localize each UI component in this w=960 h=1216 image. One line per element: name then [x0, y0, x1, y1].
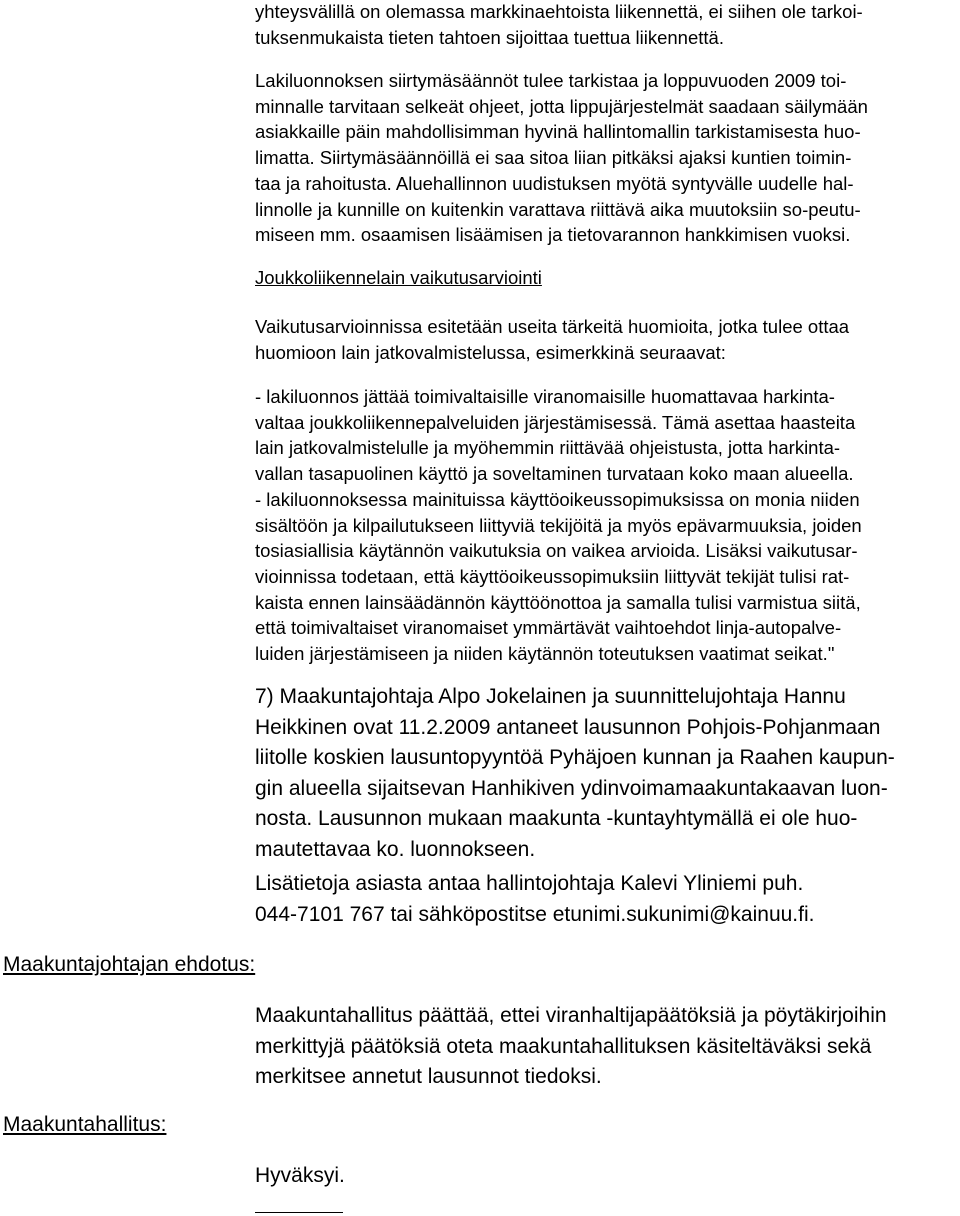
- text-line: tosiasiallisia käytännön vaikutuksia on vaikea arvioida. Lisäksi vaikutusar-: [255, 540, 858, 562]
- assessment-bullets: [255, 384, 955, 667]
- proposal-label: Maakuntajohtajan ehdotus:: [3, 953, 256, 976]
- item-7-paragraph: [255, 682, 955, 865]
- signature-line: [255, 1212, 343, 1213]
- contact-paragraph: [255, 869, 955, 930]
- text-line: että toimivaltaiset viranomaiset ymmärtävät vaihtoehdot linja-autopalve-: [255, 617, 842, 639]
- text-line: minnalle tarvitaan selkeät ohjeet, jotta lippujärjestelmät saadaan säilymään: [255, 95, 868, 117]
- text-line: 7) Maakuntajohtaja Alpo Jokelainen ja suunnittelujohtaja Hannu: [255, 685, 846, 708]
- decision-text: Hyväksyi.: [255, 1164, 345, 1187]
- text-line: Heikkinen ovat 11.2.2009 antaneet lausunnon Pohjois-Pohjanmaan: [255, 715, 881, 739]
- text-line: liitolle koskien lausuntopyyntöä Pyhäjoen kunnan ja Raahen kaupun-: [255, 746, 895, 769]
- text-line: luiden järjestämiseen ja niiden käytännön toteutuksen vaatimat seikat.": [255, 643, 835, 665]
- text-line: Maakuntahallitus päättää, ettei viranhaltijapäätöksiä ja pöytäkirjoihin: [255, 1004, 887, 1027]
- text-line: Lisätietoja asiasta antaa hallintojohtaja Kalevi Yliniemi puh.: [255, 872, 804, 895]
- text-line: vioinnissa todetaan, että käyttöoikeussopimuksiin liittyvät tekijät tulisi rat-: [255, 565, 850, 587]
- text-line: Vaikutusarvioinnissa esitetään useita tärkeitä huomioita, jotka tulee ottaa: [255, 316, 850, 337]
- text-line: gin alueella sijaitsevan Hanhikiven ydinvoimamaakuntakaavan luon-: [255, 776, 888, 800]
- text-line: lain jatkovalmistelulle ja myöhemmin riittävää ohjeistusta, jotta harkinta-: [255, 437, 841, 459]
- text-line: - lakiluonnos jättää toimivaltaisille viranomaisille huomattavaa harkinta-: [255, 386, 835, 407]
- board-label: Maakuntahallitus:: [3, 1113, 167, 1136]
- text-line: vallan tasapuolinen käyttö ja soveltaminen turvataan koko maan alueella.: [255, 463, 854, 485]
- text-line: Lakiluonnoksen siirtymäsäännöt tulee tarkistaa ja loppuvuoden 2009 toi-: [255, 70, 847, 91]
- assessment-intro-paragraph: [255, 314, 955, 365]
- text-line: kaista ennen lainsäädännön käyttöönottoa ja samalla tulisi varmistua siitä,: [255, 591, 861, 613]
- text-line: miseen mm. osaamisen lisäämisen ja tietovarannon hankkimisen vuoksi.: [255, 224, 851, 246]
- text-line: limatta. Siirtymäsäännöillä ei saa sitoa liian pitkäksi ajaksi kuntien toimin-: [255, 147, 852, 169]
- text-line: 044-7101 767 tai sähköpostitse etunimi.sukunimi@kainuu.fi.: [255, 902, 815, 926]
- text-line: asiakkaille päin mahdollisimman hyvinä hallintomallin tarkistamisesta huo-: [255, 121, 861, 143]
- text-line: mautettavaa ko. luonnokseen.: [255, 837, 536, 861]
- text-line: merkittyjä päätöksiä oteta maakuntahallituksen käsiteltäväksi sekä: [255, 1034, 872, 1058]
- text-line: merkitsee annetut lausunnot tiedoksi.: [255, 1065, 602, 1088]
- text-line: taa ja rahoitusta. Aluehallinnon uudistuksen myötä syntyvälle uudelle hal-: [255, 172, 854, 194]
- proposal-paragraph: [255, 1001, 955, 1093]
- text-line: - lakiluonnoksessa mainituissa käyttöoikeussopimuksissa on monia niiden: [255, 488, 860, 510]
- section-heading: Joukkoliikennelain vaikutusarviointi: [255, 267, 542, 288]
- transition-rules-paragraph: [255, 68, 955, 248]
- text-line: tuksenmukaista tieten tahtoen sijoittaa tuettua liikennettä.: [255, 26, 724, 48]
- text-line: nosta. Lausunnon mukaan maakunta -kuntayhtymällä ei ole huo-: [255, 807, 858, 830]
- text-line: yhteysvälillä on olemassa markkinaehtoista liikennettä, ei siihen ole tarkoi-: [255, 1, 863, 22]
- text-line: sisältöön ja kilpailutukseen liittyviä tekijöitä ja myös epävarmuuksia, joiden: [255, 514, 862, 536]
- intro-paragraph: [255, 0, 955, 50]
- text-line: linnolle ja kunnille on kuitenkin varattava riittävä aika muutoksiin so-peutu-: [255, 198, 861, 220]
- text-line: huomioon lain jatkovalmistelussa, esimerkkinä seuraavat:: [255, 341, 726, 363]
- text-line: valtaa joukkoliikennepalveluiden järjestämisessä. Tämä asettaa haasteita: [255, 411, 856, 433]
